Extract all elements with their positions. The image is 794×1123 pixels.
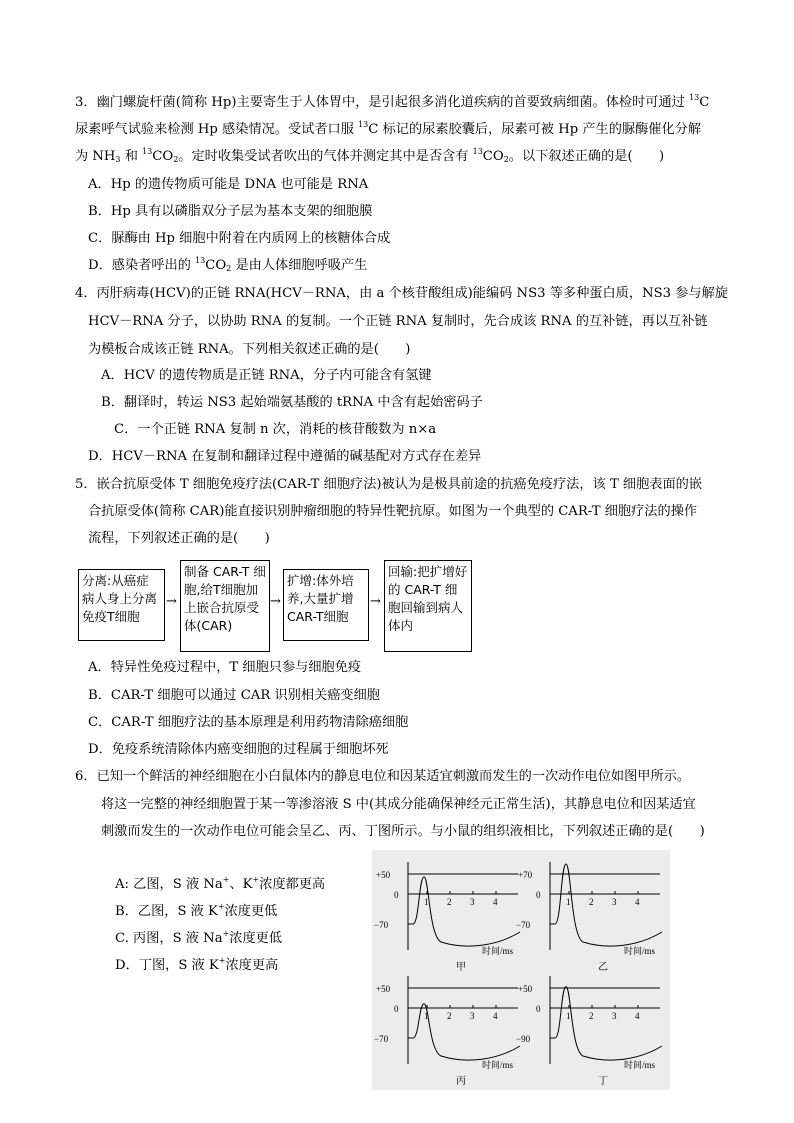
flow-arrow-icon: →	[166, 594, 177, 609]
y-tick-label-top: +50	[376, 870, 391, 880]
x-tick-label: 2	[589, 897, 594, 907]
q5-option-d[interactable]: D．免疫系统清除体内癌变细胞的过程属于细胞坏死	[88, 742, 389, 757]
y-tick-label-rest: −90	[516, 1034, 531, 1044]
q3-option-d[interactable]: D．感染者呼出的 $^{13}CO_2$ 是由人体细胞呼吸产生	[88, 256, 368, 273]
graph-label: 乙	[598, 962, 608, 973]
x-axis-label: 时间/ms	[624, 1060, 656, 1070]
q4-option-d[interactable]: D．HCV－RNA 在复制和翻译过程中遵循的碱基配对方式存在差异	[88, 449, 482, 464]
action-potential-figure	[372, 850, 670, 1090]
q4-stem-line2: HCV－RNA 分子，以协助 RNA 的复制。一个正链 RNA 复制时，先合成该 RNA 的互补链，再以互补链	[88, 314, 708, 329]
y-tick-label-zero: 0	[394, 890, 399, 900]
x-tick-label: 2	[447, 897, 452, 907]
q4-stem-line3: 为模板合成该正链 RNA。下列相关叙述正确的是( )	[88, 342, 411, 357]
q4-option-a[interactable]: A．HCV 的遗传物质是正链 RNA，分子内可能含有氢键	[101, 368, 432, 383]
q6-stem-line3: 刺激而发生的一次动作电位可能会呈乙、丙、丁图所示。与小鼠的组织液相比，下列叙述正确的是( )	[101, 824, 705, 839]
graph-label: 丁	[598, 1076, 608, 1087]
q6-option-d[interactable]: D．丁图，S 液 K+浓度更高	[115, 956, 279, 973]
x-tick-label: 2	[589, 1011, 594, 1021]
q6-option-a[interactable]: A: 乙图，S 液 Na+、K+浓度都更高	[115, 875, 326, 892]
x-tick-label: 4	[635, 897, 640, 907]
q5-stem-line1: 5．嵌合抗原受体 T 细胞免疫疗法(CAR-T 细胞疗法)被认为是极具前途的抗癌免疫疗法，该 T 细胞表面的嵌	[75, 477, 703, 492]
graph-label: 丙	[456, 1076, 466, 1087]
x-tick-label: 1	[566, 897, 571, 907]
x-tick-label: 1	[424, 897, 429, 907]
x-tick-label: 2	[447, 1011, 452, 1021]
y-tick-label-zero: 0	[536, 890, 541, 900]
x-tick-label: 3	[470, 897, 475, 907]
x-axis-label: 时间/ms	[624, 946, 656, 956]
x-axis-label: 时间/ms	[482, 1060, 514, 1070]
q6-stem-line1: 6．已知一个鲜活的神经细胞在小白鼠体内的静息电位和因某适宜刺激而发生的一次动作电位如图甲所示。	[75, 769, 691, 784]
y-tick-label-top: +50	[518, 984, 533, 994]
x-tick-label: 3	[470, 1011, 475, 1021]
flow-step-reinfuse: 回输:把扩增好的 CAR-T 细胞回输到病人体内	[384, 560, 472, 652]
q3-stem-line2: 尿素呼气试验来检测 Hp 感染情况。受试者口服 $^{13}$C 标记的尿素胶囊后，尿素可被 Hp 产生的脲酶催化分解	[75, 120, 702, 137]
q4-stem-line1: 4．丙肝病毒(HCV)的正链 RNA(HCV－RNA，由 a 个核苷酸组成)能编码 NS3 等多种蛋白质，NS3 参与解旋	[75, 286, 728, 301]
y-tick-label-zero: 0	[394, 1004, 399, 1014]
y-tick-label-top: +70	[518, 870, 533, 880]
q5-option-a[interactable]: A．特异性免疫过程中，T 细胞只参与细胞免疫	[88, 660, 362, 675]
flow-arrow-icon: →	[370, 594, 381, 609]
q6-option-c[interactable]: C. 丙图，S 液 Na+浓度更低	[115, 929, 283, 946]
flow-step-isolate: 分离:从癌症病人身上分离免疫T细胞	[78, 569, 165, 641]
q6-stem-line2: 将这一完整的神经细胞置于某一等渗溶液 S 中(其成分能确保神经元正常生活)，其静息电位和因某适宜	[101, 797, 696, 812]
x-tick-label: 4	[635, 1011, 640, 1021]
q5-stem-line3: 流程，下列叙述正确的是( )	[88, 531, 270, 546]
potential-curve	[550, 987, 662, 1061]
flow-arrow-icon: →	[270, 594, 281, 609]
y-tick-label-rest: −70	[374, 1034, 389, 1044]
x-tick-label: 3	[612, 1011, 617, 1021]
graph-label: 甲	[456, 962, 466, 973]
flow-step-expand: 扩增:体外培养,大量扩增CAR-T细胞	[283, 569, 369, 641]
q3-stem-line3: 为 $NH_3$ 和 $^{13}CO_2$。定时收集受试者吹出的气体并测定其中是否含有 $^{13}CO_2$。以下叙述正确的是( )	[75, 147, 665, 164]
q3-option-a[interactable]: A．Hp 的遗传物质可能是 DNA 也可能是 RNA	[88, 177, 369, 192]
x-tick-label: 4	[493, 897, 498, 907]
x-axis-label: 时间/ms	[482, 946, 514, 956]
q5-option-c[interactable]: C．CAR-T 细胞疗法的基本原理是利用药物清除癌细胞	[88, 715, 409, 730]
q5-option-b[interactable]: B．CAR-T 细胞可以通过 CAR 识别相关癌变细胞	[88, 688, 380, 703]
x-tick-label: 3	[612, 897, 617, 907]
q3-option-c[interactable]: C．脲酶由 Hp 细胞中附着在内质网上的核糖体合成	[88, 231, 391, 246]
action-potential-graphs	[372, 850, 670, 1090]
y-tick-label-rest: −70	[516, 920, 531, 930]
q4-option-c[interactable]: C．一个正链 RNA 复制 n 次，消耗的核苷酸数为 n×a	[114, 422, 437, 437]
x-tick-label: 4	[493, 1011, 498, 1021]
q4-option-b[interactable]: B．翻译时，转运 NS3 起始端氨基酸的 tRNA 中含有起始密码子	[101, 395, 483, 410]
q3-stem-line1: 3．幽门螺旋杆菌(简称 Hp)主要寄生于人体胃中，是引起很多消化道疾病的首要致病细菌。体检时可通过 $^{13}$C	[75, 93, 710, 110]
y-tick-label-rest: −70	[374, 920, 389, 930]
y-tick-label-zero: 0	[536, 1004, 541, 1014]
x-tick-label: 1	[424, 1011, 429, 1021]
y-tick-label-top: +50	[376, 984, 391, 994]
x-tick-label: 1	[566, 1011, 571, 1021]
potential-curve	[408, 877, 520, 946]
q3-option-b[interactable]: B．Hp 具有以磷脂双分子层为基本支架的细胞膜	[88, 204, 373, 219]
q6-option-b[interactable]: B．乙图，S 液 K+浓度更低	[115, 902, 278, 919]
flow-step-prepare: 制备 CAR-T 细胞,给T细胞加上嵌合抗原受体(CAR)	[180, 560, 270, 652]
q5-stem-line2: 合抗原受体(简称 CAR)能直接识别肿瘤细胞的特异性靶抗原。如图为一个典型的 CAR-T 细胞疗法的操作	[88, 504, 698, 519]
